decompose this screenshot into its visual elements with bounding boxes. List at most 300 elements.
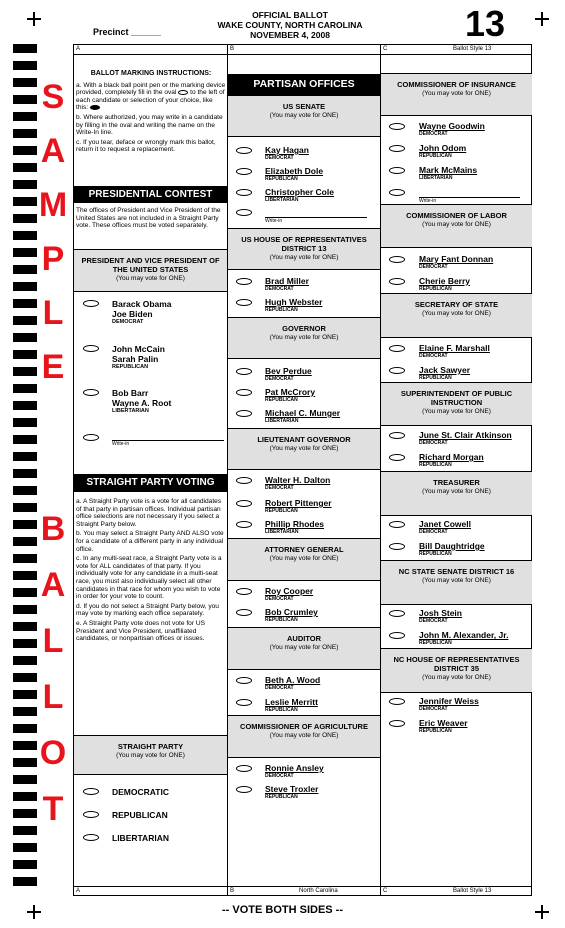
vote-for-label: (You may vote for ONE) bbox=[269, 732, 339, 739]
candidate bbox=[419, 343, 525, 359]
frame-label-c: C bbox=[383, 46, 388, 52]
writein-oval[interactable] bbox=[236, 209, 252, 216]
party-label: DEMOCRAT bbox=[419, 264, 448, 270]
candidate-name: Jack Sawyer bbox=[419, 365, 471, 375]
timing-mark bbox=[13, 248, 37, 257]
office-title: NC HOUSE OF REPRESENTATIVES DISTRICT 35 bbox=[393, 655, 520, 673]
party-label: REPUBLICAN bbox=[419, 462, 452, 468]
party-label: DEMOCRAT bbox=[419, 131, 448, 137]
timing-mark bbox=[13, 639, 37, 648]
vote-oval[interactable] bbox=[236, 677, 252, 684]
candidate-name: Steve Troxler bbox=[265, 784, 319, 794]
candidate bbox=[419, 519, 525, 535]
candidate-name: Cherie Berry bbox=[419, 276, 471, 286]
timing-mark bbox=[13, 112, 37, 121]
candidate-name: Ronnie Ansley bbox=[265, 763, 324, 773]
sp-instruction-b: b. You may select a Straight Party AND ALSO vote for a candidate of a different party in any individual office. bbox=[76, 530, 224, 553]
watermark-letter: L bbox=[42, 294, 64, 332]
party-label: DEMOCRAT bbox=[265, 596, 294, 602]
timing-mark bbox=[13, 282, 37, 291]
candidate-name: John Odom bbox=[419, 143, 467, 153]
candidate bbox=[265, 784, 372, 800]
candidate bbox=[265, 297, 372, 313]
party-label: REPUBLICAN bbox=[419, 286, 452, 292]
writein-oval[interactable] bbox=[83, 434, 99, 441]
candidate-name: Bev Perdue bbox=[265, 366, 312, 376]
timing-mark bbox=[13, 61, 37, 70]
frame-ballot-style: Ballot Style 13 bbox=[453, 888, 492, 894]
vote-oval[interactable] bbox=[83, 811, 99, 818]
candidate bbox=[265, 387, 372, 403]
vote-oval[interactable] bbox=[389, 543, 405, 550]
candidate-name: Kay Hagan bbox=[265, 145, 309, 155]
vote-oval[interactable] bbox=[236, 189, 252, 196]
presidential-contest-header: PRESIDENTIAL CONTEST bbox=[74, 186, 227, 203]
party-label: DEMOCRAT bbox=[419, 529, 448, 535]
instruction-a2-text: to the left of each candidate or selection of your choice, like this: bbox=[76, 89, 225, 112]
office-title: NC STATE SENATE DISTRICT 16 bbox=[398, 567, 515, 576]
timing-mark bbox=[13, 129, 37, 138]
office-box bbox=[381, 648, 532, 693]
frame-label-c: C bbox=[383, 888, 388, 894]
timing-mark bbox=[13, 826, 37, 835]
candidate-name: Josh Stein bbox=[419, 608, 462, 618]
office-title: SECRETARY OF STATE bbox=[414, 300, 499, 309]
registration-mark bbox=[535, 12, 549, 26]
timing-mark bbox=[13, 163, 37, 172]
timing-mark bbox=[13, 758, 37, 767]
instruction-c: c. If you tear, deface or wrongly mark this ballot, return it to request a replacement. bbox=[76, 138, 216, 154]
frame-label-b: B bbox=[230, 46, 235, 52]
party-label: LIBERTARIAN bbox=[265, 197, 299, 203]
vote-oval[interactable] bbox=[83, 788, 99, 795]
party-label: REPUBLICAN bbox=[265, 176, 298, 182]
registration-mark bbox=[27, 12, 41, 26]
timing-mark bbox=[13, 843, 37, 852]
vote-oval[interactable] bbox=[236, 389, 252, 396]
vote-oval[interactable] bbox=[389, 167, 405, 174]
party-label: DEMOCRAT bbox=[265, 485, 294, 491]
party-label: LIBERTARIAN bbox=[265, 418, 299, 424]
vote-for-label: (You may vote for ONE) bbox=[269, 644, 339, 651]
vote-oval[interactable] bbox=[389, 720, 405, 727]
vote-oval[interactable] bbox=[236, 609, 252, 616]
candidate bbox=[419, 718, 525, 734]
candidate bbox=[265, 166, 372, 182]
timing-mark bbox=[13, 673, 37, 682]
timing-mark bbox=[13, 452, 37, 461]
vote-oval[interactable] bbox=[389, 698, 405, 705]
straight-party-instructions bbox=[76, 498, 226, 643]
party-label: DEMOCRAT bbox=[419, 706, 448, 712]
party-label: REPUBLICAN bbox=[419, 640, 452, 646]
writein-line[interactable]: Write-in bbox=[112, 440, 224, 447]
vote-oval[interactable] bbox=[236, 410, 252, 417]
party-label: REPUBLICAN bbox=[265, 508, 298, 514]
party-label: LIBERTARIAN bbox=[112, 408, 149, 414]
running-mate-name: Sarah Palin bbox=[112, 354, 159, 364]
candidate-name: Walter H. Dalton bbox=[265, 475, 331, 485]
watermark-letter: A bbox=[40, 566, 66, 604]
candidate bbox=[419, 541, 525, 557]
candidate bbox=[112, 388, 224, 414]
party-label: LIBERTARIAN bbox=[419, 175, 453, 181]
office-title: ATTORNEY GENERAL bbox=[264, 545, 344, 554]
candidate bbox=[419, 608, 525, 624]
president-office-box bbox=[74, 249, 227, 292]
vote-both-sides: -- VOTE BOTH SIDES -- bbox=[222, 904, 343, 916]
timing-mark bbox=[13, 554, 37, 563]
timing-mark bbox=[13, 605, 37, 614]
timing-mark bbox=[13, 197, 37, 206]
candidate bbox=[265, 607, 372, 623]
timing-mark bbox=[13, 180, 37, 189]
party-label: DEMOCRAT bbox=[265, 773, 294, 779]
office-title: US HOUSE OF REPRESENTATIVES DISTRICT 13 bbox=[241, 235, 367, 253]
party-label: REPUBLICAN bbox=[419, 153, 452, 159]
vote-oval[interactable] bbox=[236, 278, 252, 285]
office-title: US SENATE bbox=[282, 102, 326, 111]
party-label: REPUBLICAN bbox=[265, 617, 298, 623]
candidate-name: Leslie Merritt bbox=[265, 697, 318, 707]
candidate bbox=[419, 696, 525, 712]
example-empty-oval-icon bbox=[178, 90, 188, 95]
office-box bbox=[228, 627, 380, 670]
vote-for-label: (You may vote for ONE) bbox=[269, 555, 339, 562]
office-title: COMMISSIONER OF AGRICULTURE bbox=[240, 722, 368, 731]
marking-instructions bbox=[76, 70, 226, 154]
candidate bbox=[265, 276, 372, 292]
candidate bbox=[265, 408, 372, 424]
timing-mark bbox=[13, 724, 37, 733]
timing-mark bbox=[13, 435, 37, 444]
vote-oval[interactable] bbox=[389, 632, 405, 639]
timing-mark bbox=[13, 333, 37, 342]
frame-label-a: A bbox=[76, 46, 81, 52]
party-label: DEMOCRAT bbox=[265, 155, 294, 161]
party-label: REPUBLICAN bbox=[419, 728, 452, 734]
vote-for-label: (You may vote for ONE) bbox=[116, 275, 185, 282]
vote-oval[interactable] bbox=[83, 389, 99, 396]
vote-oval[interactable] bbox=[236, 500, 252, 507]
party-label: DEMOCRAT bbox=[419, 353, 448, 359]
office-box bbox=[228, 538, 380, 581]
office-box bbox=[228, 715, 380, 758]
party-option-label: DEMOCRATIC bbox=[112, 787, 169, 797]
candidate-name: Jennifer Weiss bbox=[419, 696, 479, 706]
candidate-name: Phillip Rhodes bbox=[265, 519, 325, 529]
watermark-letter: O bbox=[39, 734, 67, 772]
candidate-name: Pat McCrory bbox=[265, 387, 316, 397]
instruction-a-text: a. With a black ball point pen or the marking device provided, completely fill in the oval bbox=[76, 81, 226, 97]
timing-mark bbox=[13, 775, 37, 784]
column-divider bbox=[380, 44, 381, 896]
county-name: WAKE COUNTY, NORTH CAROLINA bbox=[217, 20, 363, 30]
candidate bbox=[265, 498, 372, 514]
frame-county: North Carolina bbox=[299, 888, 338, 894]
party-label: DEMOCRAT bbox=[265, 286, 294, 292]
sp-instruction-c: c. In any multi-seat race, a Straight Party vote is a vote for ALL candidates of that party. If you individually vote for any candidate in a multi-seat race, you must also individually select all other candidates in that race for whom you wish to vote in order for your vote to count. bbox=[76, 555, 222, 601]
candidate-name: Bill Daughtridge bbox=[419, 541, 485, 551]
candidate-name: Robert Pittenger bbox=[265, 498, 332, 508]
vote-for-label: (You may vote for ONE) bbox=[116, 752, 185, 759]
candidate-name: Christopher Cole bbox=[265, 187, 334, 197]
candidate bbox=[112, 299, 224, 325]
candidate bbox=[419, 121, 525, 137]
timing-mark bbox=[13, 44, 37, 53]
vote-for-label: (You may vote for ONE) bbox=[422, 310, 491, 317]
vote-for-label: (You may vote for ONE) bbox=[422, 90, 491, 97]
candidate-name: Mark McMains bbox=[419, 165, 478, 175]
party-label: REPUBLICAN bbox=[265, 397, 298, 403]
vote-oval[interactable] bbox=[389, 123, 405, 130]
candidate-name: John McCain bbox=[112, 344, 165, 354]
ballot-number: 13 bbox=[465, 3, 506, 44]
candidate-name: John M. Alexander, Jr. bbox=[419, 630, 509, 640]
candidate-name: Wayne Goodwin bbox=[419, 121, 485, 131]
candidate bbox=[265, 145, 372, 161]
sp-instruction-d: d. If you do not select a Straight Party below, you may vote by marking each office separately. bbox=[76, 602, 219, 618]
candidate-name: Brad Miller bbox=[265, 276, 309, 286]
partisan-offices-header: PARTISAN OFFICES bbox=[228, 74, 380, 95]
timing-mark bbox=[13, 741, 37, 750]
timing-mark bbox=[13, 401, 37, 410]
timing-mark bbox=[13, 231, 37, 240]
timing-mark bbox=[13, 146, 37, 155]
candidate-name: Roy Cooper bbox=[265, 586, 314, 596]
running-mate-name: Wayne A. Root bbox=[112, 398, 172, 408]
example-filled-oval-icon bbox=[90, 105, 100, 110]
office-title: STRAIGHT PARTY bbox=[117, 742, 184, 751]
office-box bbox=[381, 293, 532, 338]
timing-mark bbox=[13, 792, 37, 801]
candidate bbox=[419, 143, 525, 159]
candidate-name: Eric Weaver bbox=[419, 718, 468, 728]
watermark-letter: T bbox=[42, 790, 64, 828]
writein-line[interactable]: Write-in bbox=[265, 217, 367, 224]
candidate bbox=[265, 675, 372, 691]
vote-oval[interactable] bbox=[389, 256, 405, 263]
candidate-name: Bob Barr bbox=[112, 388, 149, 398]
timing-mark bbox=[13, 299, 37, 308]
timing-mark bbox=[13, 418, 37, 427]
timing-mark bbox=[13, 571, 37, 580]
vote-for-label: (You may vote for ONE) bbox=[269, 445, 339, 452]
party-label: REPUBLICAN bbox=[419, 551, 452, 557]
party-label: REPUBLICAN bbox=[112, 364, 149, 370]
office-title: COMMISSIONER OF INSURANCE bbox=[397, 80, 516, 89]
candidate bbox=[265, 475, 372, 491]
office-box bbox=[381, 560, 532, 605]
office-title: GOVERNOR bbox=[282, 324, 326, 333]
watermark-letter: L bbox=[42, 622, 64, 660]
candidate bbox=[419, 254, 525, 270]
candidate bbox=[265, 519, 372, 535]
candidate bbox=[419, 630, 525, 646]
vote-oval[interactable] bbox=[236, 765, 252, 772]
party-option-label: LIBERTARIAN bbox=[112, 833, 169, 843]
candidate bbox=[265, 586, 372, 602]
party-option-label: REPUBLICAN bbox=[112, 810, 168, 820]
sp-instruction-a: a. A Straight Party vote is a vote for all candidates of that party in partisan offices. Individual partisan office selections are not necessary if you select a Straight Party below. bbox=[76, 498, 222, 528]
vote-oval[interactable] bbox=[236, 588, 252, 595]
vote-for-label: (You may vote for ONE) bbox=[422, 408, 491, 415]
vote-oval[interactable] bbox=[83, 834, 99, 841]
office-title: SUPERINTENDENT OF PUBLIC INSTRUCTION bbox=[400, 389, 513, 407]
vote-oval[interactable] bbox=[389, 145, 405, 152]
party-label: REPUBLICAN bbox=[265, 707, 298, 713]
precinct-label: Precinct ______ bbox=[93, 27, 162, 37]
timing-mark bbox=[13, 622, 37, 631]
writein-line[interactable]: Write-in bbox=[419, 197, 520, 204]
vote-oval[interactable] bbox=[389, 432, 405, 439]
frame-label-b: B bbox=[230, 888, 235, 894]
vote-oval[interactable] bbox=[389, 454, 405, 461]
timing-mark bbox=[13, 809, 37, 818]
party-label: DEMOCRAT bbox=[419, 440, 448, 446]
candidate bbox=[419, 365, 525, 381]
timing-mark bbox=[13, 860, 37, 869]
vote-oval[interactable] bbox=[236, 147, 252, 154]
vote-oval[interactable] bbox=[236, 699, 252, 706]
vote-oval[interactable] bbox=[236, 521, 252, 528]
candidate-name: Richard Morgan bbox=[419, 452, 484, 462]
candidate bbox=[265, 763, 372, 779]
candidate bbox=[419, 165, 525, 181]
timing-mark bbox=[13, 95, 37, 104]
vote-oval[interactable] bbox=[389, 367, 405, 374]
candidate-name: Bob Crumley bbox=[265, 607, 318, 617]
party-label: REPUBLICAN bbox=[419, 375, 452, 381]
timing-mark bbox=[13, 588, 37, 597]
watermark-letter: M bbox=[38, 186, 68, 224]
party-label: DEMOCRAT bbox=[265, 376, 294, 382]
candidate-name: Elaine F. Marshall bbox=[419, 343, 490, 353]
candidate bbox=[419, 430, 525, 446]
timing-mark bbox=[13, 350, 37, 359]
instruction-b: b. Where authorized, you may write in a candidate by filling in the oval and writing the name on the Write-In line. bbox=[76, 113, 223, 137]
vote-oval[interactable] bbox=[389, 345, 405, 352]
timing-mark bbox=[13, 78, 37, 87]
office-box bbox=[381, 382, 532, 426]
instructions-title: BALLOT MARKING INSTRUCTIONS: bbox=[90, 70, 212, 77]
timing-mark bbox=[13, 520, 37, 529]
vote-oval[interactable] bbox=[389, 521, 405, 528]
party-label: LIBERTARIAN bbox=[265, 529, 299, 535]
candidate bbox=[265, 366, 372, 382]
timing-mark bbox=[13, 503, 37, 512]
watermark-letter: E bbox=[41, 348, 65, 386]
candidate-name: Elizabeth Dole bbox=[265, 166, 324, 176]
ballot-header bbox=[190, 10, 390, 40]
election-date: NOVEMBER 4, 2008 bbox=[250, 30, 330, 40]
office-box bbox=[381, 73, 532, 116]
office-box bbox=[381, 204, 532, 248]
vote-for-label: (You may vote for ONE) bbox=[269, 334, 339, 341]
sp-instruction-e: e. A Straight Party vote does not vote for US President and Vice President, unaffiliated candidates, or nonpartisan offices or issues. bbox=[76, 619, 206, 643]
office-title: LIEUTENANT GOVERNOR bbox=[257, 435, 351, 444]
candidate bbox=[419, 452, 525, 468]
vote-for-label: (You may vote for ONE) bbox=[269, 254, 339, 261]
office-title: AUDITOR bbox=[286, 634, 322, 643]
vote-oval[interactable] bbox=[236, 168, 252, 175]
candidate-name: Beth A. Wood bbox=[265, 675, 321, 685]
party-label: REPUBLICAN bbox=[265, 794, 298, 800]
party-label: DEMOCRAT bbox=[419, 618, 448, 624]
watermark-letter: B bbox=[40, 510, 66, 548]
timing-mark bbox=[13, 690, 37, 699]
timing-mark bbox=[13, 707, 37, 716]
column-divider bbox=[227, 44, 228, 896]
vote-oval[interactable] bbox=[389, 278, 405, 285]
timing-mark bbox=[13, 656, 37, 665]
office-box bbox=[228, 95, 380, 137]
candidate-name: Michael C. Munger bbox=[265, 408, 341, 418]
candidate-name: Mary Fant Donnan bbox=[419, 254, 494, 264]
vote-oval[interactable] bbox=[83, 345, 99, 352]
vote-oval[interactable] bbox=[83, 300, 99, 307]
office-box bbox=[381, 471, 532, 516]
frame-label-a: A bbox=[76, 888, 81, 894]
watermark-letter: P bbox=[41, 240, 65, 278]
candidate-name: June St. Clair Atkinson bbox=[419, 430, 512, 440]
vote-oval[interactable] bbox=[389, 610, 405, 617]
watermark-letter: A bbox=[40, 132, 66, 170]
timing-mark bbox=[13, 537, 37, 546]
vote-oval[interactable] bbox=[236, 477, 252, 484]
candidate bbox=[419, 276, 525, 292]
candidate-name: Janet Cowell bbox=[419, 519, 471, 529]
running-mate-name: Joe Biden bbox=[112, 309, 153, 319]
straight-party-header: STRAIGHT PARTY VOTING bbox=[74, 474, 227, 492]
vote-for-label: (You may vote for ONE) bbox=[422, 674, 491, 681]
candidate bbox=[112, 344, 224, 370]
timing-mark bbox=[13, 384, 37, 393]
vote-for-label: (You may vote for ONE) bbox=[422, 577, 491, 584]
timing-mark bbox=[13, 486, 37, 495]
office-box bbox=[228, 317, 380, 359]
watermark-letter: L bbox=[42, 678, 64, 716]
timing-mark bbox=[13, 265, 37, 274]
straight-party-office-box bbox=[74, 735, 227, 775]
vote-oval[interactable] bbox=[236, 786, 252, 793]
frame-top-bar bbox=[73, 44, 532, 55]
vote-for-label: (You may vote for ONE) bbox=[269, 112, 339, 119]
office-title: PRESIDENT AND VICE PRESIDENT OF THE UNITED STATES bbox=[81, 256, 220, 274]
presidential-note: The offices of President and Vice President of the United States are not included in a Straight Party vote. These offices must be voted separately. bbox=[76, 207, 221, 230]
candidate bbox=[265, 187, 372, 203]
party-label: DEMOCRAT bbox=[265, 685, 294, 691]
timing-mark bbox=[13, 316, 37, 325]
ballot-title: OFFICIAL BALLOT bbox=[252, 10, 328, 20]
vote-oval[interactable] bbox=[236, 299, 252, 306]
watermark-letter: S bbox=[41, 78, 65, 116]
candidate-name: Hugh Webster bbox=[265, 297, 323, 307]
office-box bbox=[228, 228, 380, 270]
candidate bbox=[265, 697, 372, 713]
instruction-a bbox=[76, 82, 226, 112]
office-title: COMMISSIONER OF LABOR bbox=[406, 211, 507, 220]
party-label: REPUBLICAN bbox=[265, 307, 298, 313]
vote-for-label: (You may vote for ONE) bbox=[422, 221, 491, 228]
timing-mark bbox=[13, 367, 37, 376]
office-title: TREASURER bbox=[433, 478, 480, 487]
candidate-name: Barack Obama bbox=[112, 299, 172, 309]
vote-oval[interactable] bbox=[236, 368, 252, 375]
timing-mark bbox=[13, 214, 37, 223]
writein-oval[interactable] bbox=[389, 189, 405, 196]
vote-for-label: (You may vote for ONE) bbox=[422, 488, 491, 495]
